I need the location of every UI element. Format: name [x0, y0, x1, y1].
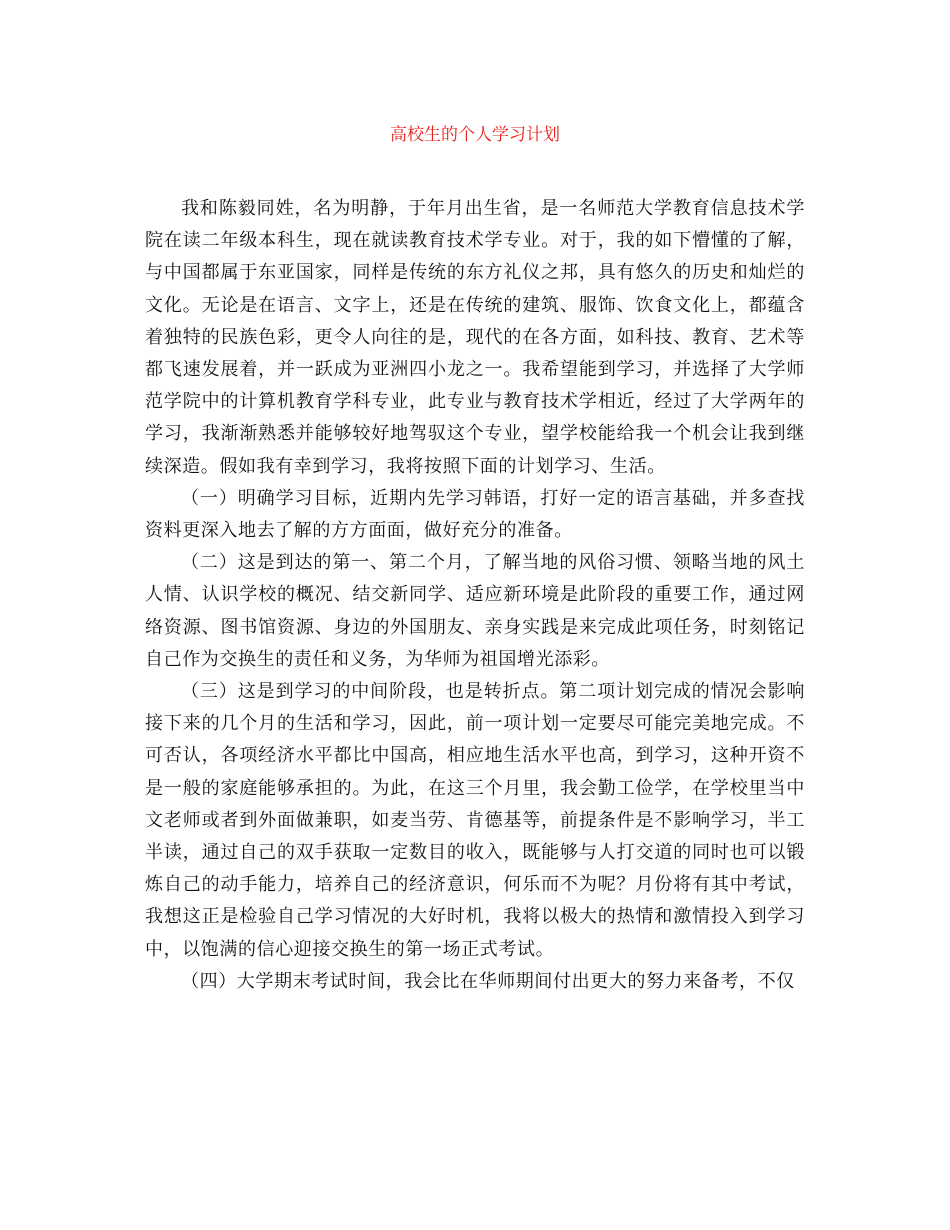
paragraph-intro: 我和陈毅同姓，名为明静，于年月出生省，是一名师范大学教育信息技术学院在读二年级本科生，现在就读教育技术学专业。对于，我的如下懵懂的了解，与中国都属于东亚国家，同样是传统的东方礼仪之邦，具有悠久的历史和灿烂的文化。无论是在语言、文字上，还是在传统的建筑、服饰、饮食文化上，都蕴含着独特的民族色彩，更令人向往的是，现代的在各方面，如科技、教育、艺术等都飞速发展着，并一跃成为亚洲四小龙之一。我希望能到学习，并选择了大学师范学院中的计算机教育学科专业，此专业与教育技术学相近，经过了大学两年的学习，我渐渐熟悉并能够较好地驾驭这个专业，望学校能给我一个机会让我到继续深造。假如我有幸到学习，我将按照下面的计划学习、生活。 [145, 198, 805, 477]
paragraph-step-1: （一）明确学习目标，近期内先学习韩语，打好一定的语言基础，并多查找资料更深入地去了解的方方面面，做好充分的准备。 [145, 487, 805, 542]
document-page [145, 0, 805, 1230]
document-title: 高校生的个人学习计划 [390, 125, 560, 145]
paragraph-step-3: （三）这是到学习的中间阶段，也是转折点。第二项计划完成的情况会影响接下来的几个月的生活和学习，因此，前一项计划一定要尽可能完美地完成。不可否认，各项经济水平都比中国高，相应地生活水平也高，到学习，这种开资不是一般的家庭能够承担的。为此，在这三个月里，我会勤工俭学，在学校里当中文老师或者到外面做兼职，如麦当劳、肯德基等，前提条件是不影响学习，半工半读，通过自己的双手获取一定数目的收入，既能够与人打交道的同时也可以锻炼自己的动手能力，培养自己的经济意识，何乐而不为呢？月份将有其中考试，我想这正是检验自己学习情况的大好时机，我将以极大的热情和激情投入到学习中，以饱满的信心迎接交换生的第一场正式考试。 [145, 681, 805, 960]
paragraph-step-2: （二）这是到达的第一、第二个月，了解当地的风俗习惯、领略当地的风土人情、认识学校的概况、结交新同学、适应新环境是此阶段的重要工作，通过网络资源、图书馆资源、身边的外国朋友、亲身实践是来完成此项任务，时刻铭记自己作为交换生的责任和义务，为华师为祖国增光添彩。 [145, 552, 805, 670]
document-body [145, 193, 805, 998]
paragraph-step-4: （四）大学期末考试时间，我会比在华师期间付出更大的努力来备考，不仅 [181, 970, 795, 992]
